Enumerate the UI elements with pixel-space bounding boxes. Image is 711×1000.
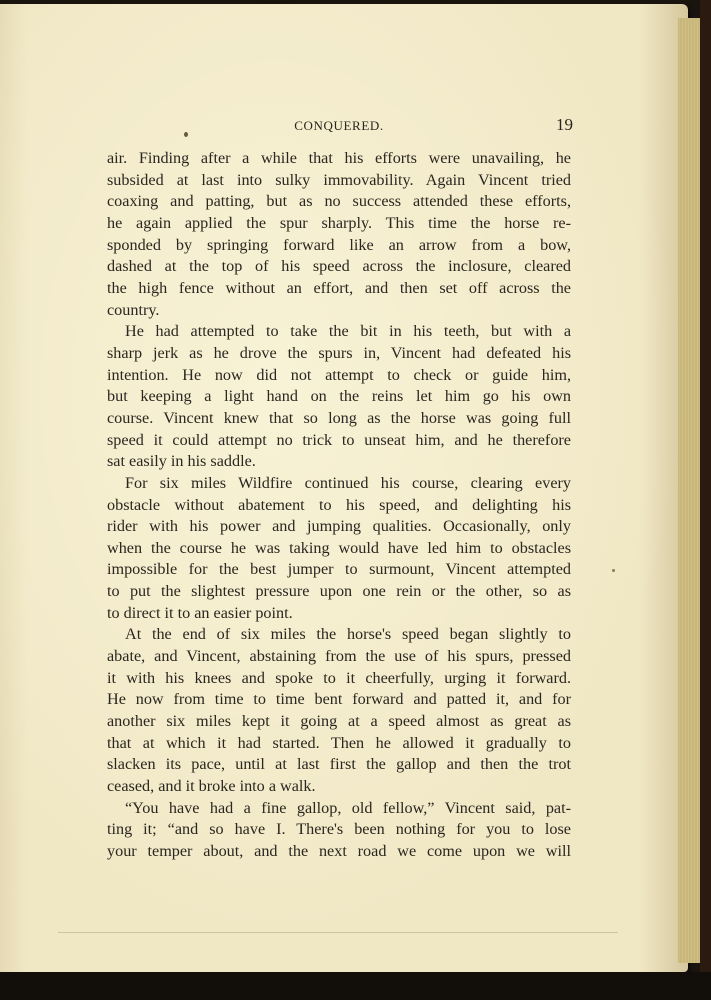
text-line: to put the slightest pressure upon one rein or the other, so as — [107, 582, 571, 601]
ink-speck — [612, 569, 615, 572]
text-line: when the course he was taking would have led him to obstacles — [107, 538, 571, 557]
text-line: At the end of six miles the horse's speed began slightly to — [125, 625, 571, 644]
text-line: obstacle without abatement to his speed, and delighting his — [107, 495, 571, 514]
scan-background — [0, 972, 711, 1000]
text-line: impossible for the best jumper to surmount, Vincent attempted — [107, 560, 571, 579]
text-line: course. Vincent knew that so long as the horse was going full — [107, 408, 571, 427]
text-line: He now from time to time bent forward and patted it, and for — [107, 690, 571, 709]
text-line: “You have had a fine gallop, old fellow,” Vincent said, pat- — [125, 798, 571, 817]
text-line: another six miles kept it going at a speed almost as great as — [107, 712, 571, 731]
text-line: coaxing and patting, but as no success attended these efforts, — [107, 192, 571, 211]
text-line: abate, and Vincent, abstaining from the use of his spurs, pressed — [107, 647, 571, 666]
text-line: it with his knees and spoke to it cheerfully, urging it forward. — [107, 668, 571, 687]
text-line: dashed at the top of his speed across the inclosure, cleared — [107, 257, 571, 276]
text-line: sat easily in his saddle. — [107, 452, 256, 471]
text-line: the high fence without an effort, and then set off across the — [107, 278, 571, 297]
page-crease — [58, 932, 618, 933]
text-line: sharp jerk as he drove the spurs in, Vincent had defeated his — [107, 343, 571, 362]
text-line: air. Finding after a while that his efforts were unavailing, he — [107, 149, 571, 167]
page-number: 19 — [556, 115, 573, 134]
text-line: slacken its pace, until at last first the gallop and then the trot — [107, 755, 571, 774]
text-line: to direct it to an easier point. — [107, 603, 293, 622]
text-line: sponded by springing forward like an arrow from a bow, — [107, 235, 571, 254]
text-line: country. — [107, 300, 160, 319]
text-line: ting it; “and so have I. There's been nothing for you to lose — [107, 820, 571, 839]
text-line: speed it could attempt no trick to unseat him, and he therefore — [107, 430, 571, 449]
page-header — [107, 116, 571, 138]
text-line: subsided at last into sulky immovability. Again Vincent tried — [107, 170, 571, 189]
book-page — [0, 4, 688, 972]
text-line: rider with his power and jumping qualities. Occasionally, only — [107, 517, 571, 536]
text-line: ceased, and it broke into a walk. — [107, 777, 316, 796]
text-line: He had attempted to take the bit in his teeth, but with a — [125, 322, 571, 341]
book-cover-edge — [700, 0, 711, 1000]
text-line: he again applied the spur sharply. This time the horse re- — [107, 213, 571, 232]
body-text — [107, 148, 571, 863]
text-line: For six miles Wildfire continued his course, clearing every — [125, 473, 571, 492]
text-line: but keeping a light hand on the reins let him go his own — [107, 387, 571, 406]
text-line: intention. He now did not attempt to check or guide him, — [107, 365, 571, 384]
text-line: your temper about, and the next road we come upon we will — [107, 842, 571, 860]
text-line: that at which it had started. Then he allowed it gradually to — [107, 733, 571, 752]
running-title: CONQUERED. — [294, 118, 384, 133]
